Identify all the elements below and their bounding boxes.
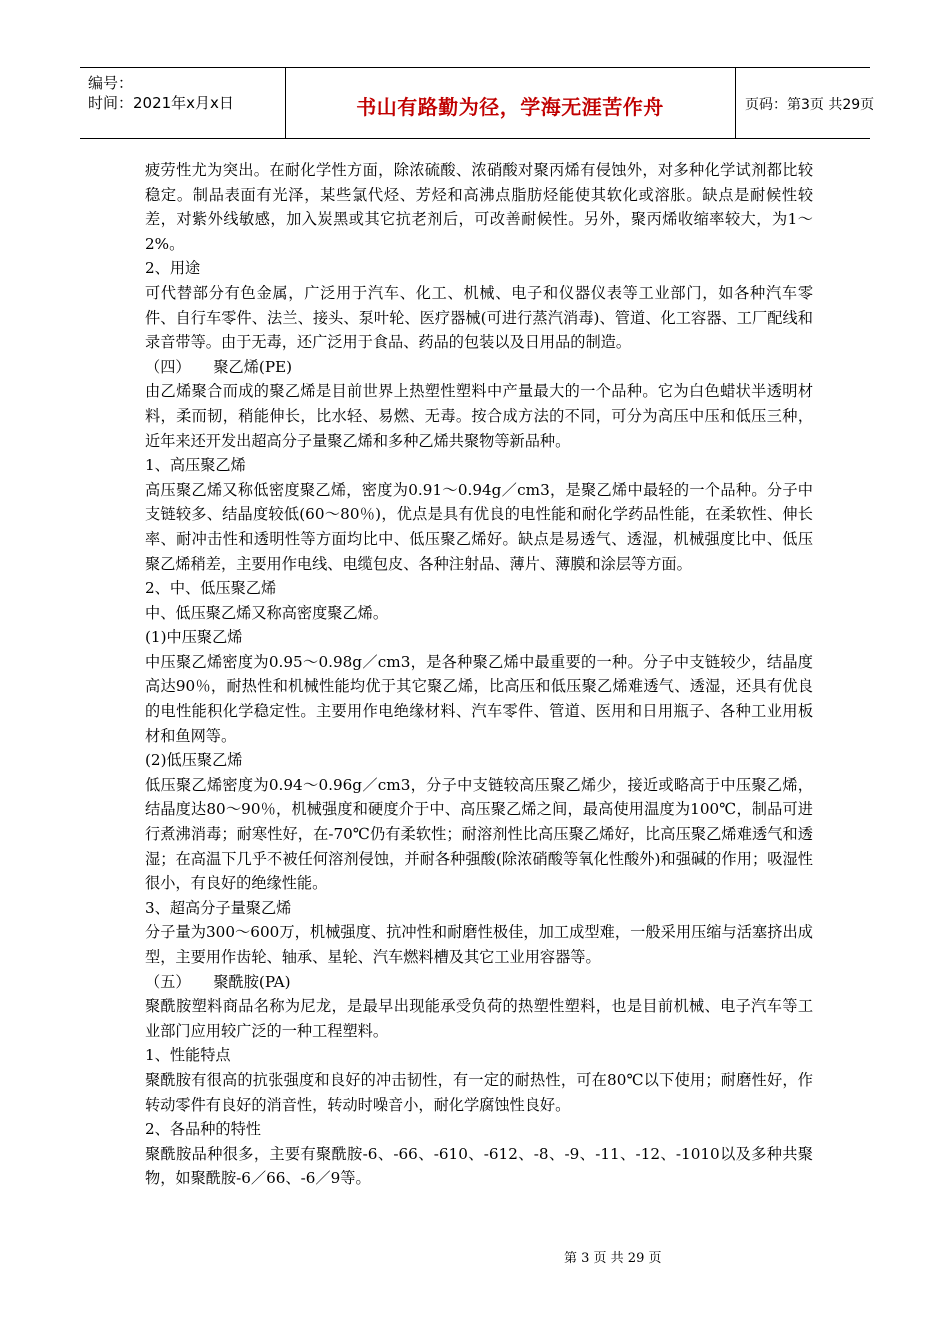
paragraph: 聚酰胺有很高的抗张强度和良好的冲击韧性，有一定的耐热性，可在80℃以下使用；耐磨性好，作转动零件有良好的消音性，转动时噪音小，耐化学腐蚀性良好。 <box>145 1070 813 1114</box>
section-heading: 1、性能特点 <box>145 1046 231 1065</box>
header-motto-cell <box>285 68 736 138</box>
paragraph: 聚酰胺品种很多，主要有聚酰胺-6、-66、-610、-612、-8、-9、-11、-12、-1010以及多种共聚物，如聚酰胺-6／66、-6／9等。 <box>145 1144 813 1188</box>
section-heading: 2、用途 <box>145 259 201 278</box>
header-info-cell <box>80 68 286 138</box>
header-page-info: 页码：第3页 共29页 <box>745 97 875 113</box>
paragraph: 中压聚乙烯密度为0.95～0.98g／cm3，是各种聚乙烯中最重要的一种。分子中支链较少，结晶度高达90％，耐热性和机械性能均优于其它聚乙烯，比高压和低压聚乙烯难透气、透湿，还具有优良的电性能积化学稳定性。主要用作电绝缘材料、汽车零件、管道、医用和日用瓶子、各种工业用板材和鱼网等。 <box>145 652 813 745</box>
document-number-label: 编号： <box>88 74 134 92</box>
paragraph: 分子量为300～600万，机械强度、抗冲性和耐磨性极佳，加工成型难，一般采用压缩与活塞挤出成型，主要用作齿轮、轴承、星轮、汽车燃料槽及其它工业用容器等。 <box>145 923 813 966</box>
section-heading: 2、中、低压聚乙烯 <box>145 579 277 598</box>
paragraph: 疲劳性尤为突出。在耐化学性方面，除浓硫酸、浓硝酸对聚丙烯有侵蚀外，对多种化学试剂都比较稳定。制品表面有光泽，某些氯代烃、芳烃和高沸点脂肪烃能使其软化或溶胀。缺点是耐候性较差，对紫外线敏感，加入炭黑或其它抗老剂后，可改善耐候性。另外，聚丙烯收缩率较大，为1～2%。 <box>145 161 813 253</box>
section-heading: （五） 聚酰胺(PA) <box>145 972 291 991</box>
paragraph: 可代替部分有色金属，广泛用于汽车、化工、机械、电子和仪器仪表等工业部门，如各种汽车零件、自行车零件、法兰、接头、泵叶轮、医疗器械(可进行蒸汽消毒)、管道、化工容器、工厂配线和录音带等。由于无毒，还广泛用于食品、药品的包装以及日用品的制造。 <box>145 283 813 352</box>
footer-page-number: 第 3 页 共 29 页 <box>564 1251 662 1266</box>
header-page-cell <box>735 68 875 138</box>
paragraph: 低压聚乙烯密度为0.94～0.96g／cm3，分子中支链较高压聚乙烯少，接近或略高于中压聚乙烯，结晶度达80～90％，机械强度和硬度介于中、高压聚乙烯之间，最高使用温度为100℃，制品可进行煮沸消毒；耐寒性好，在-70℃仍有柔软性；耐溶剂性比高压聚乙烯好，比高压聚乙烯难透气和透湿；在高温下几乎不被任何溶剂侵蚀，并耐各种强酸(除浓硝酸等氧化性酸外)和强碱的作用；吸湿性很小，有良好的绝缘性能。 <box>145 775 813 893</box>
paragraph: 聚酰胺塑料商品名称为尼龙，是最早出现能承受负荷的热塑性塑料，也是目前机械、电子汽车等工业部门应用较广泛的一种工程塑料。 <box>145 997 813 1040</box>
document-date-label: 时间：2021年x月x日 <box>88 94 234 112</box>
paragraph: 高压聚乙烯又称低密度聚乙烯，密度为0.91～0.94g／cm3，是聚乙烯中最轻的一个品种。分子中支链较多、结晶度较低(60～80％)，优点是具有优良的电性能和耐化学药品性能，在柔软性、伸长率、耐冲击性和透明性等方面均比中、低压聚乙烯好。缺点是易透气、透湿，机械强度比中、低压聚乙烯稍差，主要用作电线、电缆包皮、各种注射品、薄片、薄膜和涂层等方面。 <box>145 480 813 573</box>
paragraph: 中、低压聚乙烯又称高密度聚乙烯。 <box>145 603 388 622</box>
section-heading: 2、各品种的特性 <box>145 1120 261 1139</box>
header-motto: 书山有路勤为径，学海无涯苦作舟 <box>356 95 664 119</box>
section-heading: 3、超高分子量聚乙烯 <box>145 898 292 917</box>
section-heading: (2)低压聚乙烯 <box>145 751 243 770</box>
section-heading: 1、高压聚乙烯 <box>145 456 246 475</box>
page-header <box>80 67 875 139</box>
paragraph: 由乙烯聚合而成的聚乙烯是目前世界上热塑性塑料中产量最大的一个品种。它为白色蜡状半透明材料，柔而韧，稍能伸长，比水轻、易燃、无毒。按合成方法的不同，可分为高压中压和低压三种，近年来还开发出超高分子量聚乙烯和多种乙烯共聚物等新品种。 <box>145 382 813 450</box>
section-heading: (1)中压聚乙烯 <box>145 628 243 647</box>
document-body <box>145 158 813 1191</box>
section-heading: （四） 聚乙烯(PE) <box>145 357 293 376</box>
